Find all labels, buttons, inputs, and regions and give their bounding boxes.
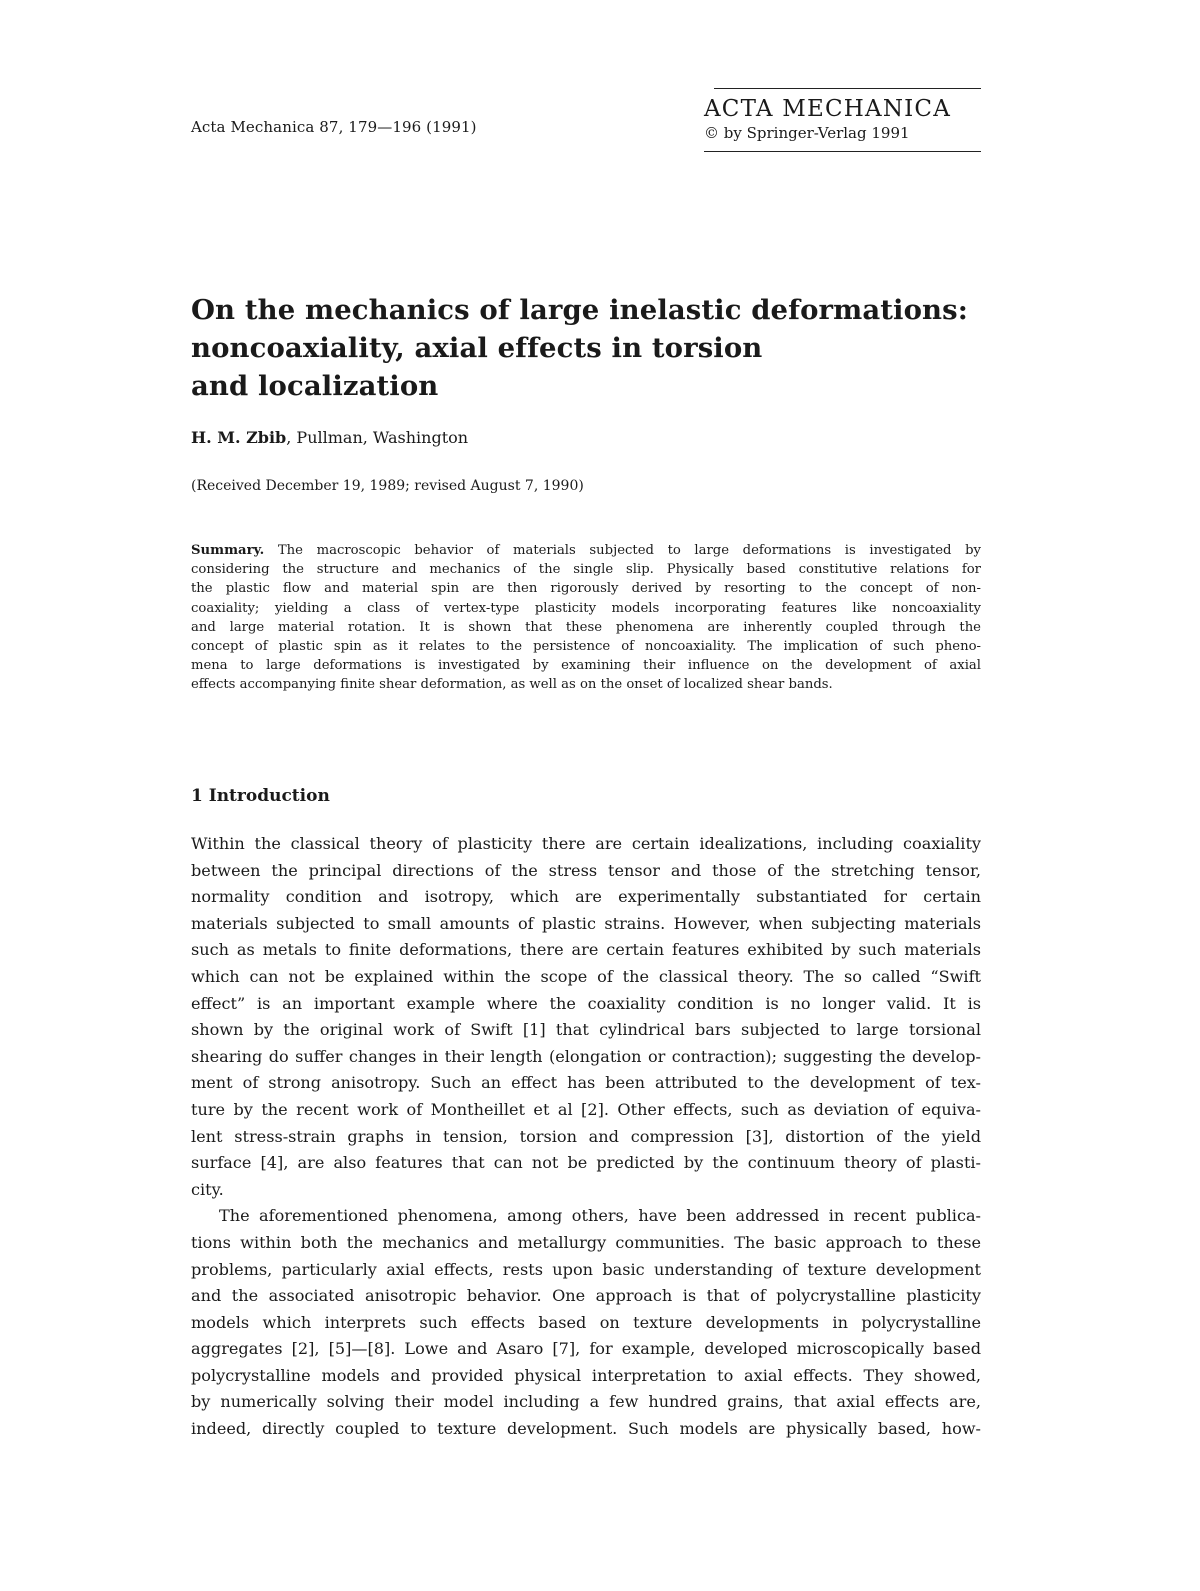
masthead-bottom-rule <box>704 151 981 152</box>
masthead-top-rule <box>714 88 981 89</box>
section-heading-introduction: 1 Introduction <box>191 786 330 806</box>
summary-line: mena to large deformations is investigated by examining their influence on the development of axial <box>191 658 981 674</box>
journal-name: ACTA MECHANICA <box>704 96 952 122</box>
summary-line: effects accompanying finite shear deformation, as well as on the onset of localized shear bands. <box>191 677 833 693</box>
body-line: polycrystalline models and provided physical interpretation to axial effects. They showed, <box>191 1365 981 1385</box>
body-line: ture by the recent work of Montheillet et al [2]. Other effects, such as deviation of equiva- <box>191 1099 981 1119</box>
body-line: The aforementioned phenomena, among others, have been addressed in recent publica- <box>219 1206 981 1226</box>
introduction-body <box>191 831 981 1443</box>
summary-line: and large material rotation. It is shown that these phenomena are inherently coupled through the <box>191 619 981 635</box>
body-line: materials subjected to small amounts of plastic strains. However, when subjecting materials <box>191 913 981 933</box>
summary-line: considering the structure and mechanics of the single slip. Physically based constitutive relations for <box>191 562 981 578</box>
author-affiliation: , Pullman, Washington <box>286 428 469 447</box>
author-name: H. M. Zbib <box>191 428 287 447</box>
body-line: Within the classical theory of plasticity there are certain idealizations, including coaxiality <box>191 834 981 853</box>
body-line: by numerically solving their model including a few hundred grains, that axial effects are, <box>191 1392 981 1412</box>
body-line: effect” is an important example where the coaxiality condition is no longer valid. It is <box>191 993 981 1013</box>
summary-line: concept of plastic spin as it relates to the persistence of noncoaxiality. The implication of such pheno- <box>191 639 981 655</box>
summary-label: Summary. <box>191 543 265 558</box>
author-line <box>191 428 468 447</box>
title-line: On the mechanics of large inelastic deformations: <box>191 294 968 326</box>
summary-line: coaxiality; yielding a class of vertex-type plasticity models incorporating features like noncoaxiality <box>191 600 981 616</box>
title-line: and localization <box>191 370 439 402</box>
body-line: city. <box>191 1179 224 1199</box>
body-line: normality condition and isotropy, which are experimentally substantiated for certain <box>191 887 981 907</box>
journal-masthead <box>704 88 981 152</box>
body-line: between the principal directions of the stress tensor and those of the stretching tensor, <box>191 860 981 880</box>
journal-citation: Acta Mechanica 87, 179—196 (1991) <box>191 118 477 136</box>
copyright-line: © by Springer-Verlag 1991 <box>704 124 910 142</box>
body-line: aggregates [2], [5]—[8]. Lowe and Asaro [7], for example, developed microscopically based <box>191 1339 981 1359</box>
paragraph-1 <box>191 831 981 1203</box>
body-line: shown by the original work of Swift [1] that cylindrical bars subjected to large torsional <box>191 1020 981 1040</box>
body-line: shearing do suffer changes in their length (elongation or contraction); suggesting the develop- <box>191 1046 981 1066</box>
summary-line: Summary. The macroscopic behavior of materials subjected to large deformations is investigated by <box>191 543 981 558</box>
body-line: problems, particularly axial effects, rests upon basic understanding of texture development <box>191 1259 981 1279</box>
body-line: surface [4], are also features that can not be predicted by the continuum theory of plasti- <box>191 1153 981 1173</box>
title-line: noncoaxiality, axial effects in torsion <box>191 332 763 364</box>
body-line: tions within both the mechanics and metallurgy communities. The basic approach to these <box>191 1232 981 1252</box>
body-line: which can not be explained within the scope of the classical theory. The so called “Swift <box>191 966 981 986</box>
body-line: models which interprets such effects based on texture developments in polycrystalline <box>191 1312 981 1332</box>
body-line: lent stress-strain graphs in tension, torsion and compression [3], distortion of the yield <box>191 1126 981 1146</box>
summary-line: the plastic flow and material spin are then rigorously derived by resorting to the concept of non- <box>191 581 981 597</box>
paragraph-2 <box>191 1203 981 1442</box>
body-line: and the associated anisotropic behavior. One approach is that of polycrystalline plasticity <box>191 1286 981 1306</box>
body-line: ment of strong anisotropy. Such an effect has been attributed to the development of tex- <box>191 1073 981 1093</box>
body-line: such as metals to finite deformations, there are certain features exhibited by such materials <box>191 940 981 960</box>
received-dates: (Received December 19, 1989; revised August 7, 1990) <box>191 478 584 494</box>
summary-abstract <box>191 541 981 695</box>
body-line: indeed, directly coupled to texture development. Such models are physically based, how- <box>191 1419 981 1439</box>
article-title <box>191 291 1011 405</box>
